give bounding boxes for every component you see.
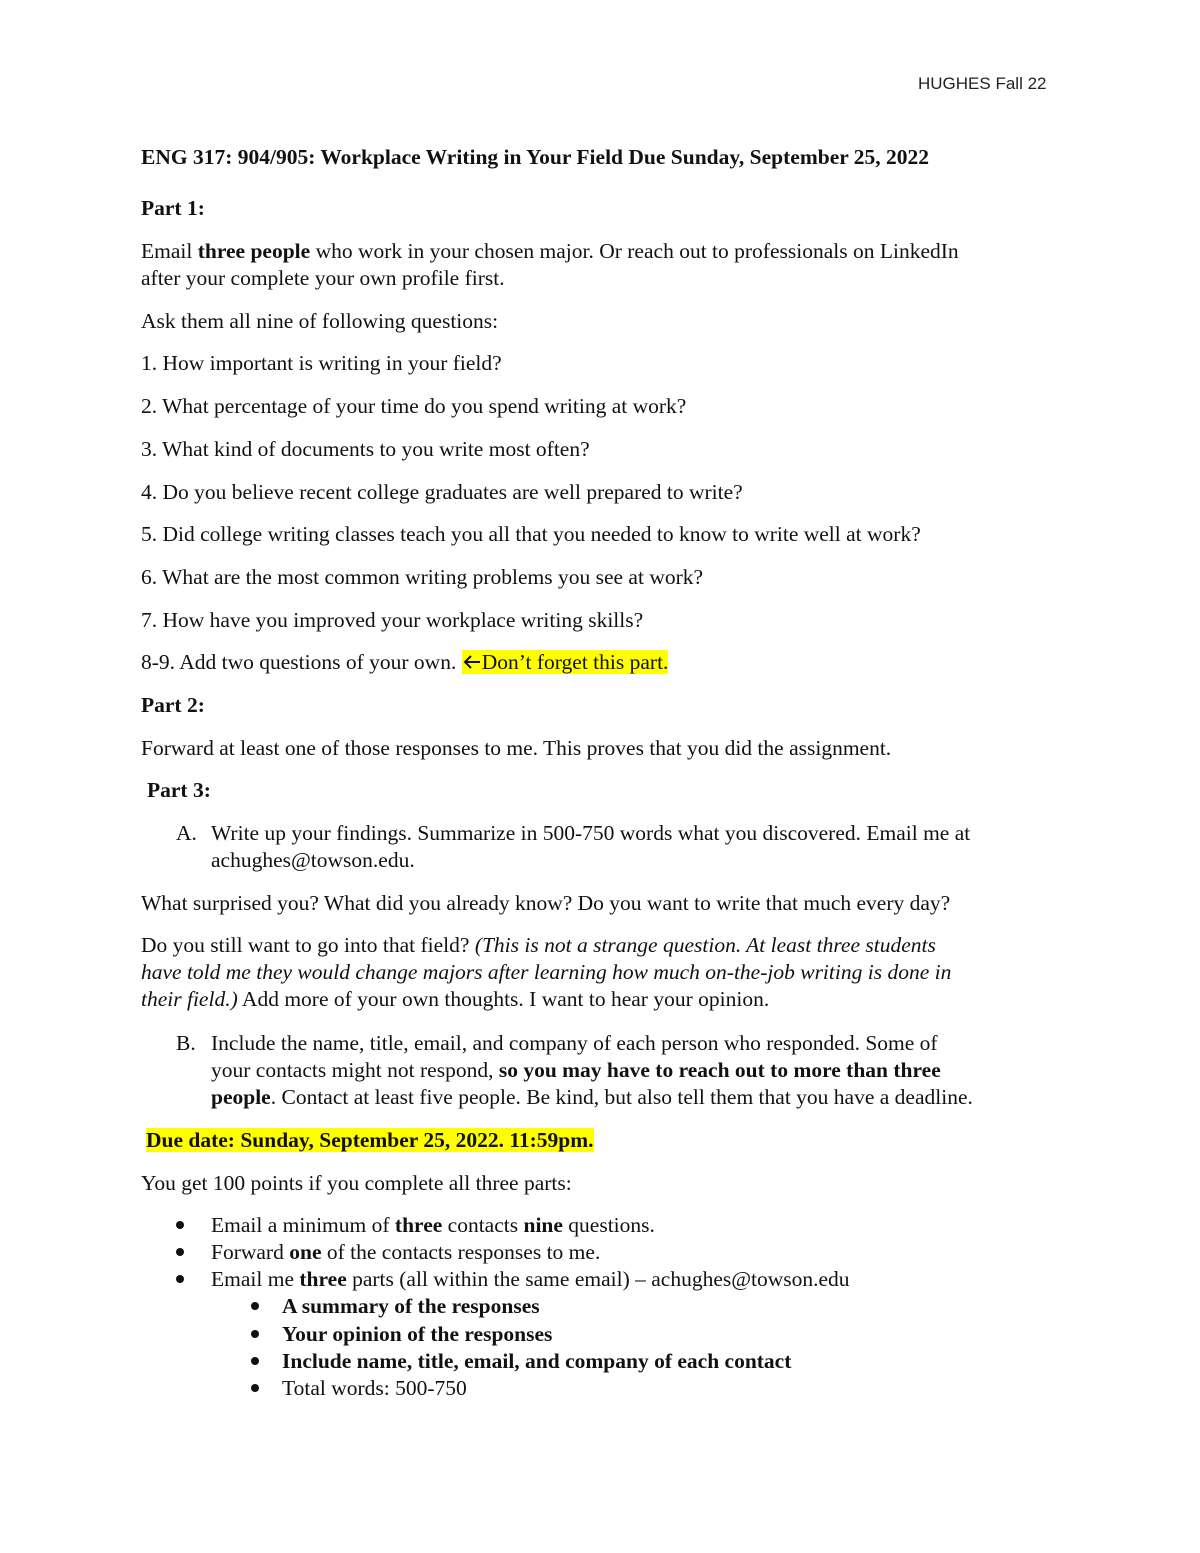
highlighted-note: Don’t forget this part. (462, 650, 669, 674)
question-7: 7. How have you improved your workplace writing skills? (141, 608, 644, 632)
due-date: Due date: Sunday, September 25, 2022. 11:59pm. (146, 1128, 594, 1152)
question-6: 6. What are the most common writing problems you see at work? (141, 565, 704, 589)
bullet-icon (251, 1384, 259, 1392)
sub-bullet-4: Total words: 500-750 (282, 1376, 467, 1400)
document-title: ENG 317: 904/905: Workplace Writing in Your Field Due Sunday, September 25, 2022 (141, 145, 930, 169)
list-marker-b: B. (176, 1031, 196, 1055)
part3-a-line2: achughes@towson.edu. (211, 848, 415, 872)
bullet-icon (251, 1302, 259, 1310)
part3-b-line1: Include the name, title, email, and company of each person who responded. Some of (211, 1031, 938, 1055)
bullet-3: Email me three parts (all within the same email) – achughes@towson.edu (211, 1267, 850, 1291)
part3-still-line2: have told me they would change majors after learning how much on-the-job writing is done in (141, 960, 952, 984)
question-5: 5. Did college writing classes teach you all that you needed to know to write well at work? (141, 522, 921, 546)
part3-b-line3: people. Contact at least five people. Be kind, but also tell them that you have a deadline. (211, 1085, 973, 1109)
page-header: HUGHES Fall 22 (918, 74, 1047, 93)
bullet-icon (176, 1275, 184, 1283)
sub-bullet-2: Your opinion of the responses (282, 1322, 553, 1346)
question-8-9: 8-9. Add two questions of your own. Don’t forget this part. (141, 650, 669, 674)
bullet-icon (176, 1221, 184, 1229)
part1-intro-line1: Email three people who work in your chosen major. Or reach out to professionals on LinkedIn (141, 239, 959, 263)
part1-intro-line2: after your complete your own profile first. (141, 266, 505, 290)
part1-heading: Part 1: (141, 196, 205, 220)
sub-bullet-3: Include name, title, email, and company of each contact (282, 1349, 792, 1373)
part3-b-line2: your contacts might not respond, so you may have to reach out to more than three (211, 1058, 941, 1082)
part3-still-line1: Do you still want to go into that field? (This is not a strange question. At least three students (141, 933, 936, 957)
question-1: 1. How important is writing in your field? (141, 351, 502, 375)
bullet-1: Email a minimum of three contacts nine questions. (211, 1213, 655, 1237)
part2-text: Forward at least one of those responses to me. This proves that you did the assignment. (141, 736, 892, 760)
question-3: 3. What kind of documents to you write most often? (141, 437, 590, 461)
question-2: 2. What percentage of your time do you spend writing at work? (141, 394, 687, 418)
bullet-icon (251, 1357, 259, 1365)
part3-still-line3: their field.) Add more of your own thoughts. I want to hear your opinion. (141, 987, 770, 1011)
sub-bullet-1: A summary of the responses (282, 1294, 540, 1318)
bullet-2: Forward one of the contacts responses to me. (211, 1240, 601, 1264)
bullet-icon (251, 1330, 259, 1338)
part2-heading: Part 2: (141, 693, 205, 717)
points-intro: You get 100 points if you complete all three parts: (141, 1171, 572, 1195)
list-marker-a: A. (176, 821, 197, 845)
question-4: 4. Do you believe recent college graduates are well prepared to write? (141, 480, 743, 504)
part3-a-line1: Write up your findings. Summarize in 500-750 words what you discovered. Email me at (211, 821, 971, 845)
part3-surprise: What surprised you? What did you already know? Do you want to write that much every day? (141, 891, 951, 915)
left-arrow-icon (462, 654, 482, 670)
bullet-icon (176, 1248, 184, 1256)
part1-ask: Ask them all nine of following questions: (141, 309, 499, 333)
part3-heading: Part 3: (147, 778, 211, 802)
